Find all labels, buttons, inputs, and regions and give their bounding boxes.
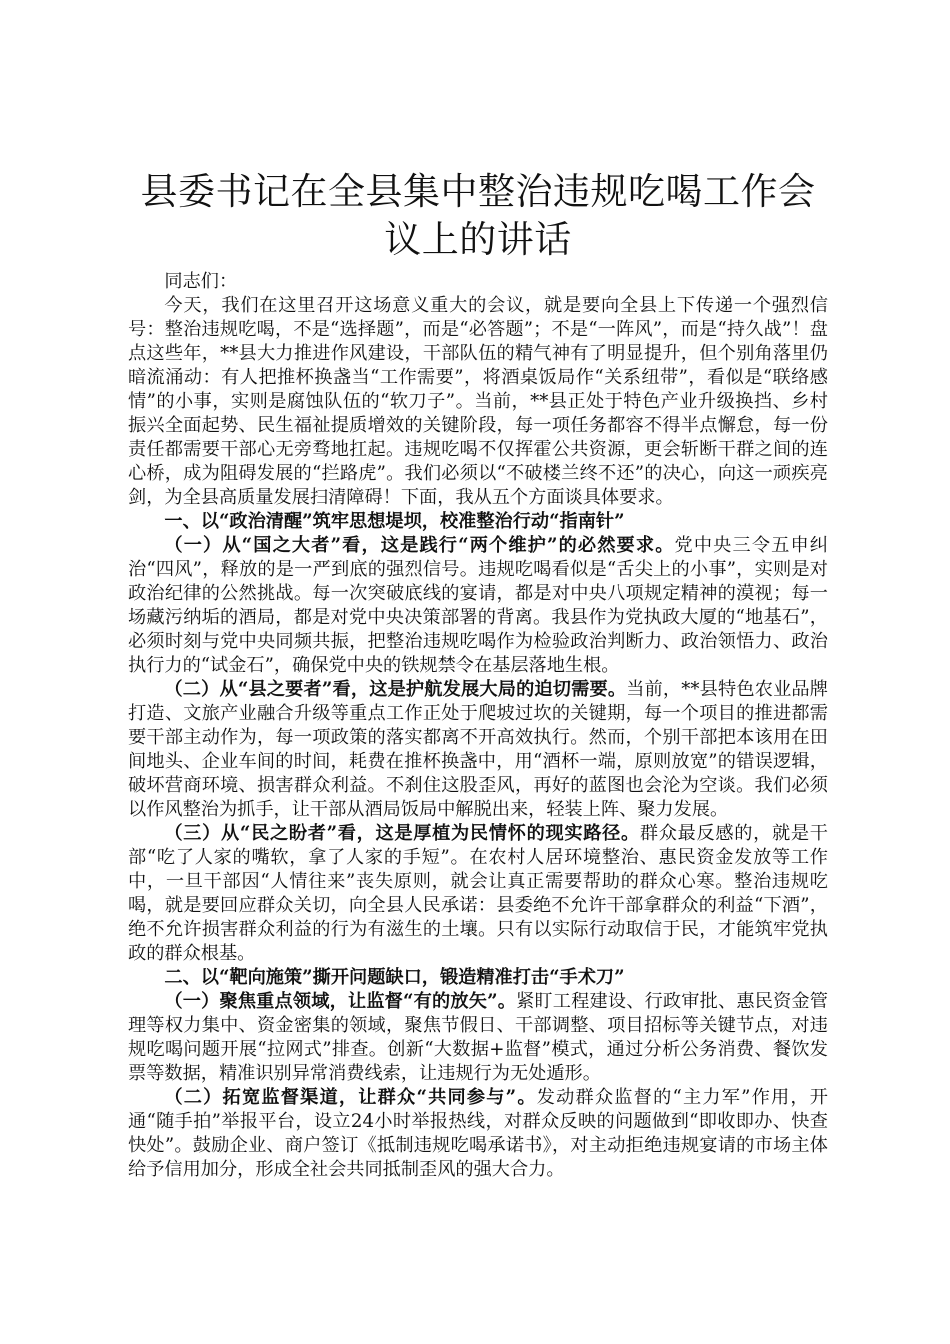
intro-paragraph: 今天，我们在这里召开这场意义重大的会议，就是要向全县上下传递一个强烈信号：整治违规吃喝，不是“选择题”，而是“必答题”；不是“一阵风”，而是“持久战”！盘点这些年，**县大力推进作风建设，干部队伍的精气神有了明显提升，但个别角落里仍暗流涌动：有人把推杯换盏当“工作需要”，将酒桌饭局作“关系纽带”，看似是“联络感情”的小事，实则是腐蚀队伍的“软刀子”。当前，**县正处于特色产业升级换挡、乡村振兴全面起势、民生福祉提质增效的关键阶段，每一项任务都容不得半点懈怠，每一份责任都需要干部心无旁骛地扛起。违规吃喝不仅挥霍公共资源，更会斩断干群之间的连心桥，成为阻碍发展的“拦路虎”。我们必须以“不破楼兰终不还”的决心，向这一顽疾亮剑，为全县高质量发展扫清障碍！下面，我从五个方面谈具体要求。 <box>128 295 828 508</box>
paragraph-lead: （二）拓宽监督渠道，让群众“共同参与”。 <box>164 1087 537 1108</box>
paragraph-2-2 <box>128 1086 828 1182</box>
paragraph-1-1 <box>128 534 828 678</box>
paragraph-body: 紧盯工程建设、行政审批、惠民资金管理等权力集中、资金密集的领域，聚焦节假日、干部调整、项目招标等关键节点，对违规吃喝问题开展“拉网式”排查。创新“大数据+监督”模式，通过分析公务消费、餐饮发票等数据，精准识别异常消费线索，让违规行为无处遁形。 <box>128 991 828 1084</box>
paragraph-body: 当前，**县特色农业品牌打造、文旅产业融合升级等重点工作正处于爬坡过坎的关键期，每一个项目的推进都需要干部主动作为，每一项政策的落实都离不开高效执行。然而，个别干部把本该用在田间地头、企业车间的时间，耗费在推杯换盏中，用“酒杯一端，原则放宽”的错误逻辑，破坏营商环境、损害群众利益。不刹住这股歪风，再好的蓝图也会沦为空谈。我们必须以作风整治为抓手，让干部从酒局饭局中解脱出来，轻装上阵、聚力发展。 <box>128 679 828 820</box>
section-heading-1: 一、以“政治清醒”筑牢思想堤坝，校准整治行动“指南针” <box>164 511 625 532</box>
section-heading-2: 二、以“靶向施策”撕开问题缺口，锻造精准打击“手术刀” <box>164 967 625 988</box>
paragraph-lead: （二）从“县之要者”看，这是护航发展大局的迫切需要。 <box>164 679 627 700</box>
paragraph-body: 党中央三令五申纠治“四风”，释放的是一严到底的强烈信号。违规吃喝看似是“舌尖上的小事”，实则是对政治纪律的公然挑战。每一次突破底线的宴请，都是对中央八项规定精神的漠视；每一场藏污纳垢的酒局，都是对党中央决策部署的背离。我县作为党执政大厦的“地基石”，必须时刻与党中央同频共振，把整治违规吃喝作为检验政治判断力、政治领悟力、政治执行力的“试金石”，确保党中央的铁规禁令在基层落地生根。 <box>128 535 828 676</box>
paragraph-1-3 <box>128 822 828 966</box>
paragraph-body: 发动群众监督的“主力军”作用，开通“随手拍”举报平台，设立24小时举报热线，对群众反映的问题做到“即收即办、快查快处”。鼓励企业、商户签订《抵制违规吃喝承诺书》，对主动拒绝违规宴请的市场主体给予信用加分，形成全社会共同抵制歪风的强大合力。 <box>128 1087 828 1180</box>
salutation: 同志们： <box>164 271 238 292</box>
document-title: 县委书记在全县集中整治违规吃喝工作会议上的讲话 <box>140 170 816 261</box>
paragraph-2-1 <box>128 990 828 1086</box>
paragraph-lead: （一）从“国之大者”看，这是践行“两个维护”的必然要求。 <box>164 535 675 556</box>
paragraph-1-2 <box>128 678 828 822</box>
paragraph-lead: （三）从“民之盼者”看，这是厚植为民情怀的现实路径。 <box>164 823 640 844</box>
paragraph-lead: （一）聚焦重点领域，让监督“有的放矢”。 <box>164 991 517 1012</box>
document-page <box>128 168 828 1182</box>
paragraph-body: 群众最反感的，就是干部“吃了人家的嘴软，拿了人家的手短”。在农村人居环境整治、惠民资金发放等工作中，一旦干部因“人情往来”丧失原则，就会让真正需要帮助的群众心寒。整治违规吃喝，就是要回应群众关切，向全县人民承诺：县委绝不允许干部拿群众的利益“下酒”，绝不允许损害群众利益的行为有滋生的土壤。只有以实际行动取信于民，才能筑牢党执政的群众根基。 <box>128 823 828 964</box>
